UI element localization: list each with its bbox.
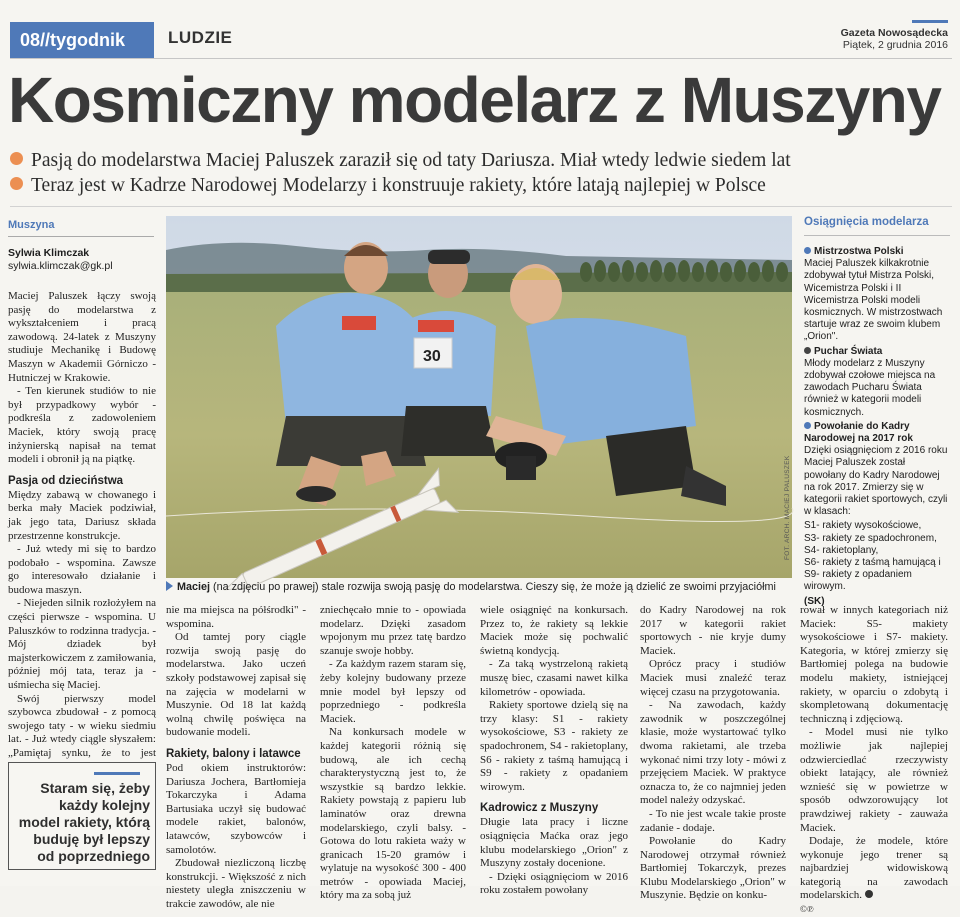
paragraph: Długie lata pracy i liczne osiągnięcia Maćka oraz jego klubu modelarskiego „Orion" z Muszyny zostały docenione. xyxy=(480,816,628,870)
trees xyxy=(580,260,788,282)
paragraph: - Model musi nie tylko możliwie jak najlepiej odzwierciedlać rzeczywisty obiekt latający, ale również wznieść się w powietrze w sposób odwzorowujący lot prawdziwej rakiety - zauważa Maciek. xyxy=(800,726,948,834)
lead-list xyxy=(10,148,954,198)
paragraph: Powołanie do Kadry Narodowej otrzymał również Bartłomiej Tokarczyk, prezes Klubu Modelarskiego „Orion" w Muszynie. Będzie on konku- xyxy=(640,835,786,902)
paper-date: Piątek, 2 grudnia 2016 xyxy=(842,39,948,51)
pull-quote: Staram się, żeby każdy kolejny model rakiety, którą buduję był lepszy od poprzedniego xyxy=(18,780,150,864)
paragraph: Oprócz pracy i studiów Maciek musi znaleźć teraz więcej czasu na przygotowania. xyxy=(640,658,786,698)
dateline-location: Muszyna xyxy=(8,219,55,231)
subheading: Rakiety, balony i latawce xyxy=(166,747,301,760)
dateline-divider xyxy=(8,236,154,237)
paragraph: - Już wtedy mi się to bardzo podobało - wspomina. Zawsze go interesowało działanie i budowa maszyn. xyxy=(8,543,156,596)
paragraph: - Za taką wystrzeloną rakietą muszę biec, czasami nawet kilka kilometrów - opowiada. xyxy=(480,658,628,698)
bullet-icon xyxy=(804,347,811,354)
caption-text: (na zdjęciu po prawej) stale rozwija swoją pasję do modelarstwa. Cieszy się, że może ją dzielić ze swoimi przyjaciółmi xyxy=(213,581,776,593)
caption-lead: Maciej xyxy=(177,581,211,593)
caption-arrow-icon xyxy=(166,581,173,591)
subheading: Pasja od dzieciństwa xyxy=(8,474,124,487)
headline: Kosmiczny modelarz z Muszyny xyxy=(8,64,941,136)
byline xyxy=(8,247,113,272)
paragraph: Na konkursach modele w każdej kategorii różnią się budową, ale ich cechą charakterystyczną jest to, że wszystkie są bardzo lekkie. Rakiety powstają z papieru lub laminatów oraz drewna modelarskiego, czyli balsy. - Gotowa do lotu rakieta waży w granicach 15-20 gramów i wylatuje na wysokość 300 - 400 metrów - opowiada Maciej, który ma za sobą już xyxy=(320,726,466,902)
paragraph: Swój pierwszy model szybowca zbudował - z pomocą swojego taty - w wieku siedmiu lat. - Już wtedy ciągle słyszałem: „Pamiętaj synku, że to jest xyxy=(8,692,156,759)
paragraph: nie ma miejsca na półśrodki" - wspomina. xyxy=(166,604,306,630)
article-column-1 xyxy=(8,290,156,774)
header-divider xyxy=(10,58,952,59)
sidebar-title: Osiągnięcia modelarza xyxy=(804,216,950,236)
author-name: Sylwia Klimczak xyxy=(8,247,90,259)
lead-item: Pasją do modelarstwa Maciej Paluszek zaraził się od taty Dariusza. Miał wtedy ledwie siedem lat xyxy=(10,148,954,173)
bullet-icon xyxy=(804,247,811,254)
paragraph: zniechęcało mnie to - opowiada modelarz. Dzięki zasadom wpojonym mu przez tatę bardzo szanuje swoje hobby. xyxy=(320,604,466,657)
class-item: S3- rakiety ze spadochronem, xyxy=(804,532,937,544)
class-item: S6- rakiety z taśmą hamującą i S9- rakiety z opadaniem wirowym. xyxy=(804,557,941,593)
sidebar-class-list xyxy=(804,520,950,593)
section-name: LUDZIE xyxy=(168,28,233,47)
paragraph: wiele osiągnięć na konkursach. Przez to, że rakiety są lekkie Maciek może się pochwalić świetną kondycją. xyxy=(480,604,628,657)
paragraph: do Kadry Narodowej na rok 2017 w kategorii rakiet sportowych - nie kryje dumy Maciek. xyxy=(640,604,786,657)
lead-item: Teraz jest w Kadrze Narodowej Modelarzy i konstruuje rakiety, które latają najlepiej w Polsce xyxy=(10,173,954,198)
paragraph: - To nie jest wcale takie proste zadanie - dodaje. xyxy=(640,807,786,834)
article-column-6 xyxy=(800,604,948,917)
paragraph: - Za każdym razem staram się, żeby kolejny budowany przeze mnie model był lepszy od poprzedniego - podkreśla Maciek. xyxy=(320,658,466,725)
photo-credit: FOT. ARCH. MACIEJ PALUSZEK xyxy=(784,455,791,560)
article-column-3 xyxy=(320,604,466,903)
photo-caption xyxy=(166,580,792,594)
paragraph: Rakiety sportowe dzielą się na trzy klasy: S1 - rakiety wysokościowe, S3 - rakiety ze spadochronem, S4 - rakietoplany, S6 - rakiety z taśmą hamującą i S9 - rakiety z opadaniem wirowym. xyxy=(480,699,628,793)
achievements-sidebar xyxy=(804,216,950,607)
paragraph: - Niejeden silnik rozłożyłem na części pierwsze - wspomina. U Paluszków to rodzinna tradycja. - Mój dziadek był majsterkowiczem z zamiłowania, później mój tata, teraz ja - uśmiecha się Maciej. xyxy=(8,597,156,692)
paragraph: Od tamtej pory ciągle rozwija swoją pasję do modelarstwa. Jako uczeń szkoły podstawowej zapisał się na zajęcia w modelarni w Muszynie. Od 18 lat każdą wolną chwilę poświęca na budowanie modeli. xyxy=(166,631,306,739)
article-photo xyxy=(166,216,792,578)
sidebar-signature: (SK) xyxy=(804,595,825,607)
section-tag: 08//tygodnik xyxy=(10,22,154,58)
bib-number: 30 xyxy=(423,348,441,365)
paragraph: Pod okiem instruktorów: Dariusza Jochera, Bartłomieja Tokarczyka i Adama Bartusiaka uczył się budować modele rakiet, balonów, latawców, szybowców i samolotów. xyxy=(166,761,306,856)
paper-accent-bar xyxy=(912,20,948,23)
end-note: ©℗ xyxy=(800,904,814,915)
class-item: S4- rakietoplany, xyxy=(804,544,879,556)
paragraph: Maciej Paluszek łączy swoją pasję do modelarstwa z wykształceniem i pracą zawodową. 24-latek z Muszyny studiuje Mechanikę i Budowę Maszyn w Akademii Górniczo - Hutniczej w Krakowie. xyxy=(8,290,156,384)
paragraph: - Ten kierunek studiów to nie był przypadkowy wybór - podkreśla z zadowoleniem Maciek, który swoją pracę inżynierską napisał na temat modeli i obronił ją na piątkę. xyxy=(8,385,156,466)
paragraph: Między zabawą w chowanego i berka mały Maciek podziwiał, jak jego tata, Dariusz składa przestrzenne konstrukcje. xyxy=(8,488,156,542)
paper-info xyxy=(841,27,948,51)
article-column-5 xyxy=(640,604,786,903)
sidebar-item: Mistrzostwa Polski Maciej Paluszek kilkakrotnie zdobywał tytuł Mistrza Polski, Wicemistrza Polski i II Wicemistrza Polski modeli kosmicznych. W mistrzostwach startuje wraz ze swoim klubem „Orion". xyxy=(804,246,943,343)
article-column-2 xyxy=(166,604,306,911)
bullet-icon xyxy=(804,422,811,429)
bullet-icon xyxy=(10,152,23,165)
lead-divider xyxy=(10,206,952,207)
article-column-4 xyxy=(480,604,628,898)
paragraph: rował w innych kategoriach niż Maciek: S5- makiety wysokościowe i S7- makiety. Kategoria, w której zmierzy się Bartłomiej polega na budowie modelu makiety, istniejącej rakiety, w oparciu o zdobytą i skompletowaną dokumentację techniczną i zdjęciową. xyxy=(800,604,948,725)
subheading: Kadrowicz z Muszyny xyxy=(480,802,599,815)
paper-name: Gazeta Nowosądecka xyxy=(840,27,948,39)
class-item: S1- rakiety wysokościowe, xyxy=(804,520,922,532)
author-email[interactable]: sylwia.klimczak@gk.pl xyxy=(8,259,113,272)
paragraph: - Na zawodach, każdy zawodnik w poszczególnej klasie, może wystartować tylko dwoma rakietami, ale trzeba wykonać nimi trzy loty - mówi z przejęciem Maciek. W praktyce oznacza to, że co najmniej jeden model należy odzyskać. xyxy=(640,699,786,807)
paragraph: Dodaje, że modele, które wykonuje jego trener są najbardziej widowiskową kategorią na zawodach modelarskich. xyxy=(800,835,948,902)
pull-quote-accent xyxy=(94,772,140,775)
paragraph: - Dzięki osiągnięciom w 2016 roku zostałem powołany xyxy=(480,870,628,897)
sidebar-item: Puchar Świata Młody modelarz z Muszyny zdobywał czołowe miejsca na zawodach Pucharu Świata również w kategorii modeli kosmicznych. xyxy=(804,345,936,418)
end-of-article-icon xyxy=(865,890,873,898)
sidebar-item: Powołanie do Kadry Narodowej na 2017 rok Dzięki osiągnięciom z 2016 roku Maciej Paluszek został powołany do Kadry Narodowej na rok 2017. Zmierzy się w kategorii rakiet sportowych, czyli w klasach: xyxy=(804,420,948,518)
bullet-icon xyxy=(10,177,23,190)
paragraph: Zbudował niezliczoną liczbę konstrukcji. - Większość z nich niestety uległa zniszczeniu w trakcie zawodów, ale nie xyxy=(166,857,306,910)
photo-illustration xyxy=(166,216,792,578)
